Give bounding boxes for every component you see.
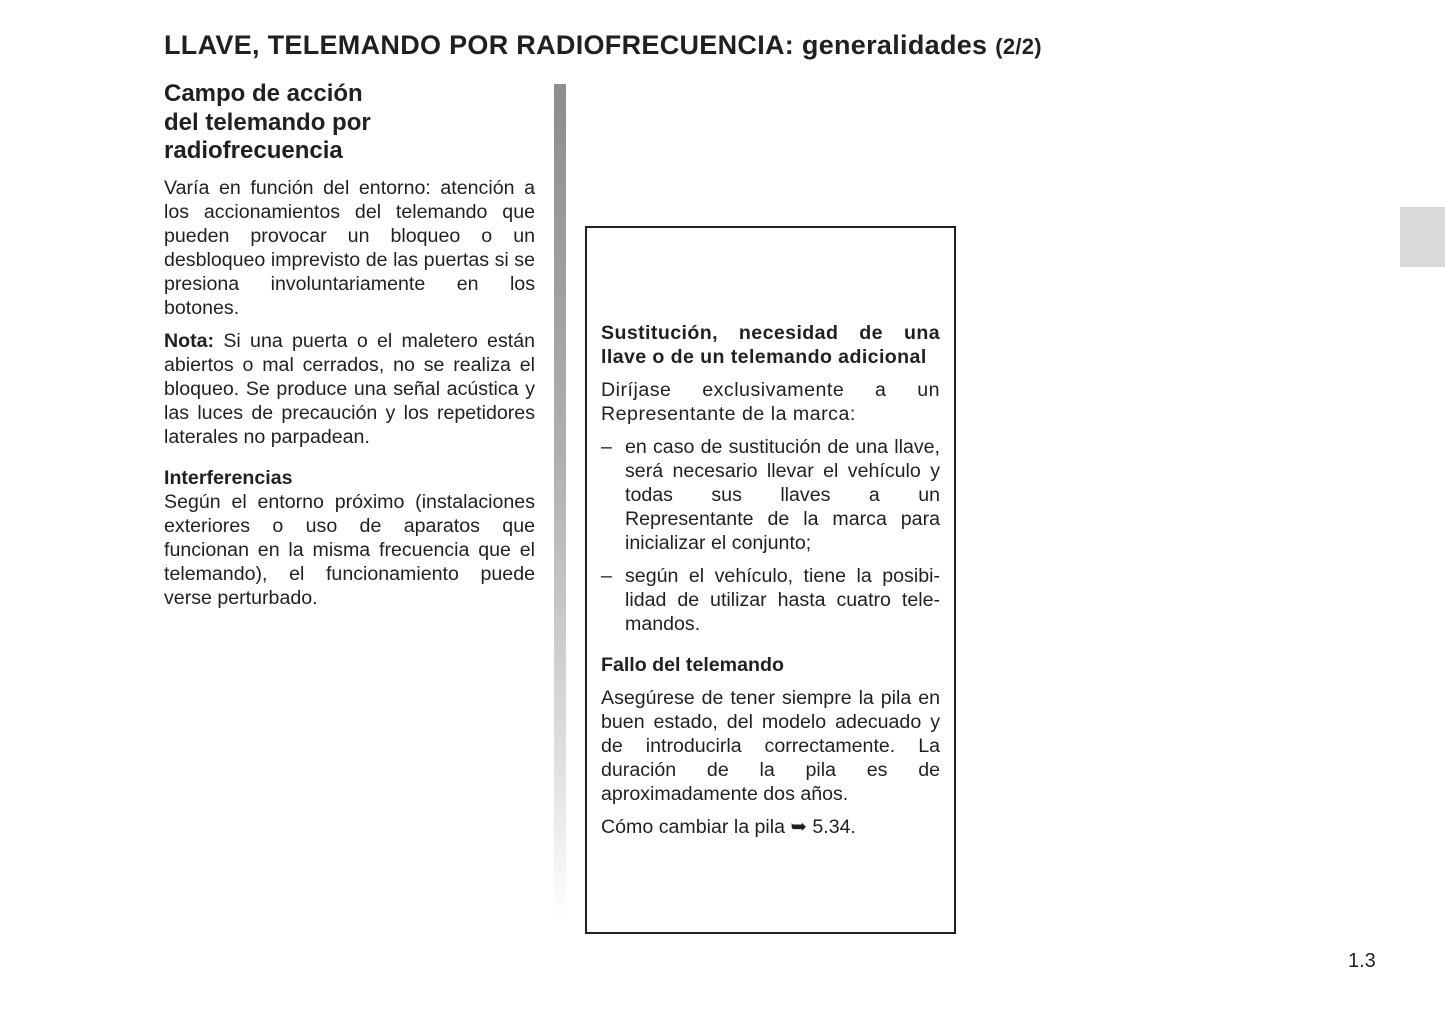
note-text: Si una puerta o el maletero están abiertos o mal cerrados, no se realiza el bloqueo. Se produce una señal acústica y las luces de precaución y los repetidores laterales no parpadean. bbox=[164, 329, 535, 448]
note-label: Nota: bbox=[164, 329, 215, 352]
interference-heading: Interferencias bbox=[164, 466, 293, 489]
title-part-indicator: (2/2) bbox=[995, 34, 1042, 59]
replacement-heading: Sustitución, necesidad de una llave o de un telemando adicional bbox=[601, 322, 940, 368]
info-box-content bbox=[601, 321, 940, 839]
battery-text: Cómo cambiar la pila bbox=[601, 816, 786, 838]
page-reference-link[interactable]: 5.34. bbox=[812, 816, 856, 838]
interference-paragraph: Según el entorno próximo (instalaciones exteriores o uso de aparatos que funcionan en la misma frecuencia que el telemando), el funcionamiento puede verse perturbado. bbox=[164, 490, 535, 609]
heading-line: radiofrecuencia bbox=[164, 137, 343, 164]
list-item bbox=[601, 564, 940, 636]
failure-paragraph: Asegúrese de tener siempre la pila en buen estado, del modelo adecuado y de introducirla correctamente. La duración de la pila es de aproximadamente dos años. bbox=[601, 687, 940, 805]
heading-line: Campo de acción bbox=[164, 80, 363, 107]
page-number: 1.3 bbox=[1348, 950, 1376, 972]
arrow-icon: ➥ bbox=[790, 816, 807, 838]
failure-heading: Fallo del telemando bbox=[601, 654, 784, 676]
note-paragraph bbox=[164, 329, 535, 449]
column-gradient-bar bbox=[554, 84, 566, 920]
section-tab-marker bbox=[1400, 207, 1445, 267]
list-item bbox=[601, 435, 940, 555]
list-item-text: según el vehículo, tiene la posibilidad de utilizar hasta cuatro telemandos. bbox=[625, 565, 940, 635]
range-paragraph: Varía en función del entorno: atención a los accionamientos del telemando que pueden provocar un bloqueo o un desbloqueo imprevisto de las puertas si se presiona involuntariamente en los botones. bbox=[164, 176, 535, 319]
battery-reference bbox=[601, 815, 940, 839]
title-text: LLAVE, TELEMANDO POR RADIOFRECUENCIA: generalidades bbox=[164, 30, 988, 60]
dash-bullet: – bbox=[601, 436, 612, 458]
page-title bbox=[164, 30, 1164, 61]
replacement-list bbox=[601, 435, 940, 636]
replacement-intro: Diríjase exclusivamente a un Representante de la marca: bbox=[601, 379, 940, 425]
info-box bbox=[585, 226, 956, 934]
dash-bullet: – bbox=[601, 565, 612, 587]
heading-line: del telemando por bbox=[164, 108, 371, 136]
list-item-text: en caso de sustitución de una llave, será necesario llevar el vehículo y todas sus llaves a un Representante de la marca para inicializar el conjunto; bbox=[625, 436, 940, 554]
section-heading-range bbox=[164, 80, 535, 166]
left-column bbox=[164, 80, 535, 610]
